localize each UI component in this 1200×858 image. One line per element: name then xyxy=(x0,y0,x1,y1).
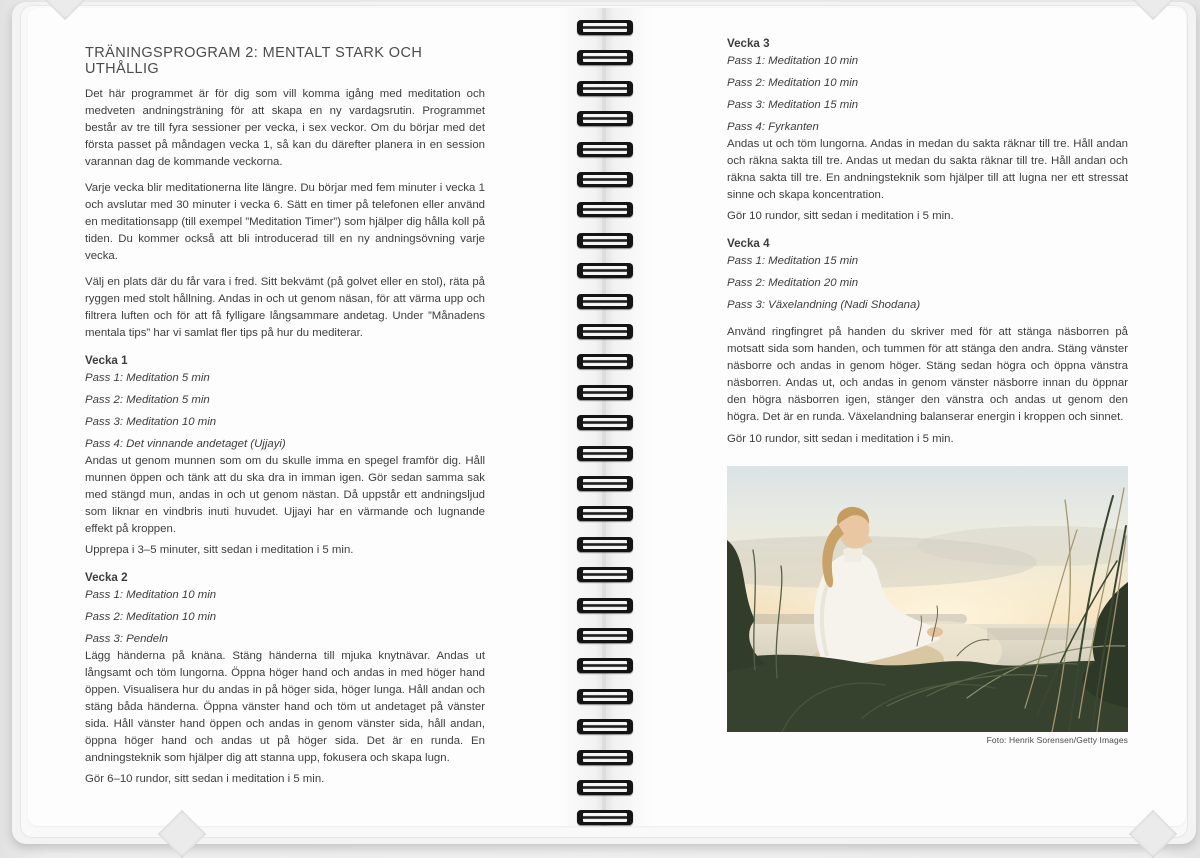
spiral-loop xyxy=(577,537,633,552)
meditation-photo xyxy=(727,466,1128,732)
spiral-loop xyxy=(577,598,633,613)
week-4-text: Använd ringfingret på handen du skriver med för att stänga näsborren på motsatt sida som handen, och tummen för att stänga den andra. Stäng vänster näsborre och andas in genom höger. Stäng sedan högra och öppna vänstra näsborren. Andas ut, och andas in genom vänster näsborre innan du öppnar den högra näsborren igen, stänger den vänstra och andas ut genom den högra. Det är en runda. Växelandning balanserar energin i kroppen och sinnet. xyxy=(727,326,1128,423)
spiral-loop xyxy=(577,354,633,369)
spiral-loop xyxy=(577,385,633,400)
spiral-loop xyxy=(577,50,633,65)
spiral-loop xyxy=(577,446,633,461)
spiral-loop xyxy=(577,628,633,643)
spiral-loop xyxy=(577,719,633,734)
week-4-pass-3: Pass 3: Växelandning (Nadi Shodana) xyxy=(727,299,921,311)
spiral-loop xyxy=(577,415,633,430)
spiral-loop xyxy=(577,142,633,157)
week-2-pass-2: Pass 2: Meditation 10 min xyxy=(85,611,217,623)
week-3-pass-4-title: Pass 4: Fyrkanten xyxy=(727,121,819,133)
week-1-pass-4-title: Pass 4: Det vinnande andetaget (Ujjayi) xyxy=(85,438,286,450)
week-3-pass-1: Pass 1: Meditation 10 min xyxy=(727,55,859,67)
intro-paragraph-3: Välj en plats där du får vara i fred. Sitt bekvämt (på golvet eller en stol), räta på ryggen med stolt hållning. Andas in och ut genom näsan, för att värma upp och filtrera luften och för att få fylligare långsammare andetag. Under ”Månadens mentala tips” har vi samlat fler tips på hur du mediterar. xyxy=(85,276,485,339)
week-2-pass-1: Pass 1: Meditation 10 min xyxy=(85,589,217,601)
spiral-loop xyxy=(577,324,633,339)
spiral-loop xyxy=(577,172,633,187)
week-4-pass-1: Pass 1: Meditation 15 min xyxy=(727,255,859,267)
week-3-heading: Vecka 3 xyxy=(727,37,770,50)
spiral-loop xyxy=(577,658,633,673)
week-3-pass-3: Pass 3: Meditation 15 min xyxy=(727,99,859,111)
photo-credit: Foto: Henrik Sorensen/Getty Images xyxy=(986,735,1128,745)
spiral-loop xyxy=(577,506,633,521)
spiral-loop xyxy=(577,233,633,248)
week-3-closing: Gör 10 rundor, sitt sedan i meditation i 5 min. xyxy=(727,210,954,222)
spiral-loop xyxy=(577,567,633,582)
week-1-closing: Upprepa i 3–5 minuter, sitt sedan i meditation i 5 min. xyxy=(85,544,354,556)
week-1-heading: Vecka 1 xyxy=(85,354,128,367)
week-2-closing: Gör 6–10 rundor, sitt sedan i meditation i 5 min. xyxy=(85,773,325,785)
week-1-pass-3: Pass 3: Meditation 10 min xyxy=(85,416,217,428)
week-4-pass-2: Pass 2: Meditation 20 min xyxy=(727,277,859,289)
spiral-loop xyxy=(577,810,633,825)
spiral-loop xyxy=(577,20,633,35)
week-4-closing: Gör 10 rundor, sitt sedan i meditation i 5 min. xyxy=(727,433,954,445)
right-page xyxy=(727,37,1128,746)
left-page xyxy=(85,45,485,788)
week-1-pass-2: Pass 2: Meditation 5 min xyxy=(85,394,210,406)
week-4-heading: Vecka 4 xyxy=(727,237,770,250)
spiral-loop xyxy=(577,81,633,96)
week-2-heading: Vecka 2 xyxy=(85,571,128,584)
spiral-loop xyxy=(577,294,633,309)
spiral-loop xyxy=(577,476,633,491)
week-3-pass-2: Pass 2: Meditation 10 min xyxy=(727,77,859,89)
intro-paragraph-2: Varje vecka blir meditationerna lite längre. Du börjar med fem minuter i vecka 1 och avslutar med 30 minuter i vecka 6. Sätt en timer på telefonen eller använd en meditationsapp (till exempel ”Meditation Timer”) som hjälper dig hålla koll på tiden. Du kommer också att bli introducerad till en ny andningsövning varje vecka. xyxy=(85,182,485,262)
spiral-loop xyxy=(577,750,633,765)
spiral-loop xyxy=(577,689,633,704)
week-3-pass-4-text: Andas ut och töm lungorna. Andas in medan du sakta räknar till tre. Håll andan och räkna sakta till tre. Andas ut medan du sakta räknar till tre. Håll andan och räkna sakta till tre. En andningsteknik som hjälper till att lugna ner ett stressat sinne och skapa koncentration. xyxy=(727,138,1128,201)
spiral-loop xyxy=(577,111,633,126)
week-2-pass-3-text: Lägg händerna på knäna. Stäng händerna till mjuka knytnävar. Andas ut långsamt och töm lungorna. Öppna höger hand och andas in med höger hand öppen. Visualisera hur du andas in på höger sida, höger lunga. Håll andan och stäng båda händerna. Öppna vänster hand och töm ut andetaget på vänster sida. Håll vänster hand öppen och andas in genom vänster sida, håll andan, öppna höger hand och andas ut på höger sida. Det är en runda. En andningsteknik som hjälper dig att stanna upp, fokusera och skapa lugn. xyxy=(85,650,485,764)
page-title: TRÄNINGSPROGRAM 2: MENTALT STARK OCH UTHÅLLIG xyxy=(85,45,423,77)
intro-paragraph-1: Det här programmet är för dig som vill komma igång med meditation och medveten andningsträning för att skapa en ny vardagsrutin. Programmet består av tre till fyra sessioner per vecka, i sex veckor. Om du börjar med det första passet på måndagen vecka 1, så kan du därefter planera in en session varannan dag de kommande veckorna. xyxy=(85,88,485,168)
week-1-pass-4-text: Andas ut genom munnen som om du skulle imma en spegel framför dig. Håll munnen öppen och tänk att du ska dra in imman igen. Gör sedan samma sak med stängd mun, andas in och ut genom nästan. Då uppstår ett andningsljud som liknar en vindbris inuti huvudet. Ujjayi har en värmande och lugnande effekt på kroppen. xyxy=(85,455,485,535)
week-2-pass-3-title: Pass 3: Pendeln xyxy=(85,633,168,645)
meditation-photo-illustration xyxy=(727,466,1128,732)
week-1-pass-1: Pass 1: Meditation 5 min xyxy=(85,372,210,384)
spiral-loop xyxy=(577,263,633,278)
spiral-loop xyxy=(577,780,633,795)
spiral-loop xyxy=(577,202,633,217)
